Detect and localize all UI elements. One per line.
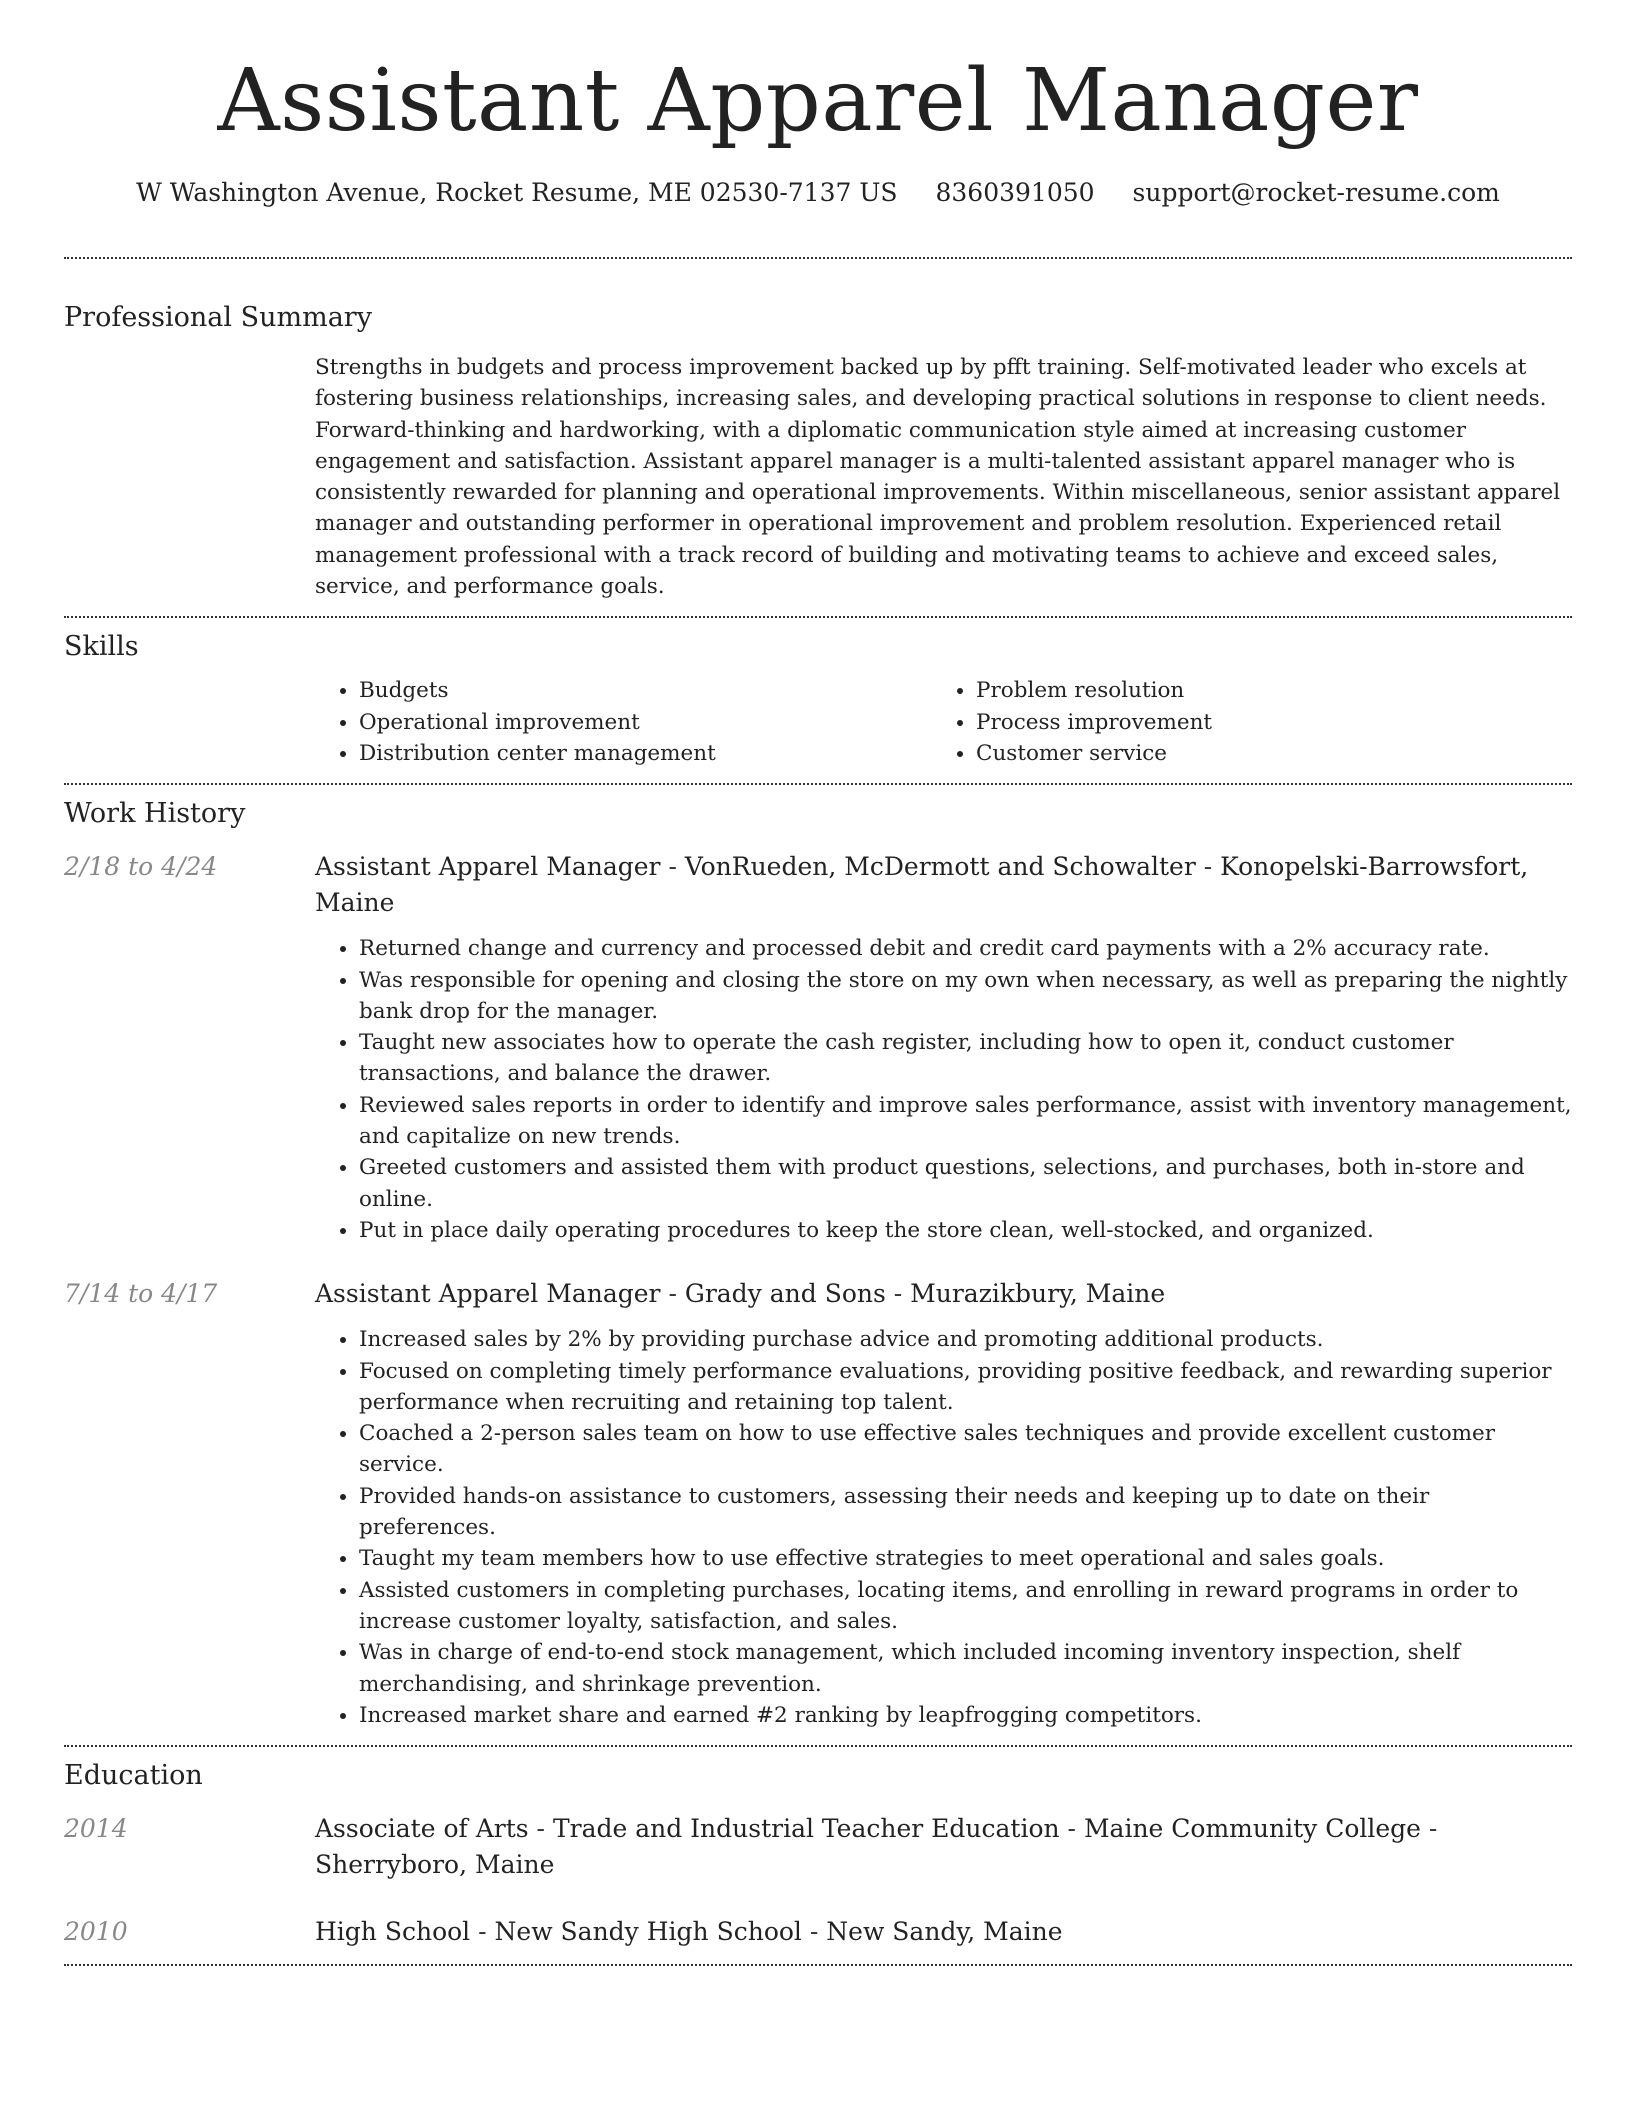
job-location: Konopelski-Barrowsfort, Maine	[315, 852, 1529, 918]
education-year: 2014	[64, 1814, 128, 1844]
education-year: 2010	[64, 1917, 128, 1947]
education-location: Sherryboro, Maine	[315, 1850, 555, 1880]
skills-title: Skills	[64, 631, 139, 663]
education-entry	[64, 1811, 1572, 1883]
work-section	[64, 785, 1572, 1731]
skill-item: • Process improvement	[976, 707, 1549, 738]
education-school: Maine Community College	[1083, 1814, 1421, 1844]
job-bullet: • Increased sales by 2% by providing purchase advice and promoting additional products.	[359, 1324, 1572, 1355]
divider	[64, 1964, 1572, 1966]
education-location: New Sandy, Maine	[826, 1917, 1063, 1947]
job-bullets	[315, 1324, 1572, 1731]
job-bullet: • Assisted customers in completing purchases, locating items, and enrolling in reward programs in order to increase customer loyalty, satisfaction, and sales.	[359, 1575, 1572, 1638]
job-bullet: • Provided hands-on assistance to customers, assessing their needs and keeping up to date on their preferences.	[359, 1481, 1572, 1544]
job-bullet: • Increased market share and earned #2 ranking by leapfrogging competitors.	[359, 1700, 1572, 1731]
job-bullet: • Reviewed sales reports in order to identify and improve sales performance, assist with inventory management, and capitalize on new trends.	[359, 1090, 1572, 1153]
job-entry	[64, 1276, 1572, 1731]
education-heading: High School - New Sandy High School - New Sandy, Maine	[315, 1917, 1063, 1947]
summary-title: Professional Summary	[64, 302, 372, 333]
summary-text: Strengths in budgets and process improvement backed up by pfft training. Self-motivated leader who excels at fostering business relationships, increasing sales, and developing practical solutions in response to client needs. Forward-thinking and hardworking, with a diplomatic communication style aimed at increasing customer engagement and satisfaction. Assistant apparel manager is a multi-talented assistant apparel manager who is consistently rewarded for planning and operational improvements. Within miscellaneous, senior assistant apparel manager and outstanding performer in operational improvement and problem resolution. Experienced retail management professional with a track record of building and motivating teams to achieve and exceed sales, service, and performance goals.	[315, 355, 1561, 600]
job-bullet: • Coached a 2-person sales team on how to use effective sales techniques and provide excellent customer service.	[359, 1418, 1572, 1481]
work-title: Work History	[64, 798, 246, 830]
education-heading: Associate of Arts - Trade and Industrial Teacher Education - Maine Community College - Sherryboro, Maine	[315, 1814, 1438, 1880]
education-degree: High School	[315, 1917, 471, 1947]
job-role: Assistant Apparel Manager	[315, 1279, 661, 1309]
job-bullets	[315, 933, 1572, 1246]
education-title: Education	[64, 1760, 203, 1792]
skills-list-right	[932, 675, 1549, 769]
resume-page	[64, 0, 1572, 1966]
job-bullet: • Put in place daily operating procedures to keep the store clean, well-stocked, and organized.	[359, 1215, 1572, 1246]
job-bullet: • Was responsible for opening and closing the store on my own when necessary, as well as preparing the nightly bank drop for the manager.	[359, 965, 1572, 1028]
job-company: Grady and Sons	[684, 1279, 886, 1309]
education-field: Trade and Industrial Teacher Education	[552, 1814, 1060, 1844]
skill-item: • Budgets	[359, 675, 932, 706]
job-bullet: • Greeted customers and assisted them with product questions, selections, and purchases, both in-store and online.	[359, 1152, 1572, 1215]
job-bullet: • Taught new associates how to operate the cash register, including how to open it, conduct customer transactions, and balance the drawer.	[359, 1027, 1572, 1090]
job-bullet: • Focused on completing timely performance evaluations, providing positive feedback, and rewarding superior performance when recruiting and retaining top talent.	[359, 1356, 1572, 1419]
job-dates: 7/14 to 4/17	[64, 1279, 218, 1309]
education-entry	[64, 1914, 1572, 1950]
education-school: New Sandy High School	[494, 1917, 802, 1947]
summary-section	[64, 259, 1572, 602]
job-dates: 2/18 to 4/24	[64, 852, 218, 882]
education-section	[64, 1747, 1572, 1950]
job-role: Assistant Apparel Manager	[315, 852, 661, 882]
candidate-name: Assistant Apparel Manager	[217, 51, 1419, 151]
job-location: Murazikbury, Maine	[910, 1279, 1166, 1309]
skill-item: • Customer service	[976, 738, 1549, 769]
skill-item: • Problem resolution	[976, 675, 1549, 706]
job-heading: Assistant Apparel Manager - VonRueden, McDermott and Schowalter - Konopelski-Barrowsfort, Maine	[315, 852, 1529, 918]
contact-phone: 8360391050	[935, 178, 1095, 207]
job-bullet: • Taught my team members how to use effective strategies to meet operational and sales goals.	[359, 1543, 1572, 1574]
skill-item: • Distribution center management	[359, 738, 932, 769]
job-heading: Assistant Apparel Manager - Grady and Sons - Murazikbury, Maine	[315, 1279, 1166, 1309]
contact-line	[64, 178, 1572, 208]
skills-section	[64, 618, 1572, 769]
education-degree: Associate of Arts	[315, 1814, 529, 1844]
contact-address: W Washington Avenue, Rocket Resume, ME 02530-7137 US	[136, 178, 898, 207]
job-entry	[64, 849, 1572, 1246]
job-company: VonRueden, McDermott and Schowalter	[684, 852, 1196, 882]
contact-email: support@rocket-resume.com	[1132, 178, 1500, 207]
job-bullet: • Returned change and currency and processed debit and credit card payments with a 2% accuracy rate.	[359, 933, 1572, 964]
job-bullet: • Was in charge of end-to-end stock management, which included incoming inventory inspection, shelf merchandising, and shrinkage prevention.	[359, 1637, 1572, 1700]
skill-item: • Operational improvement	[359, 707, 932, 738]
skills-list-left	[315, 675, 932, 769]
